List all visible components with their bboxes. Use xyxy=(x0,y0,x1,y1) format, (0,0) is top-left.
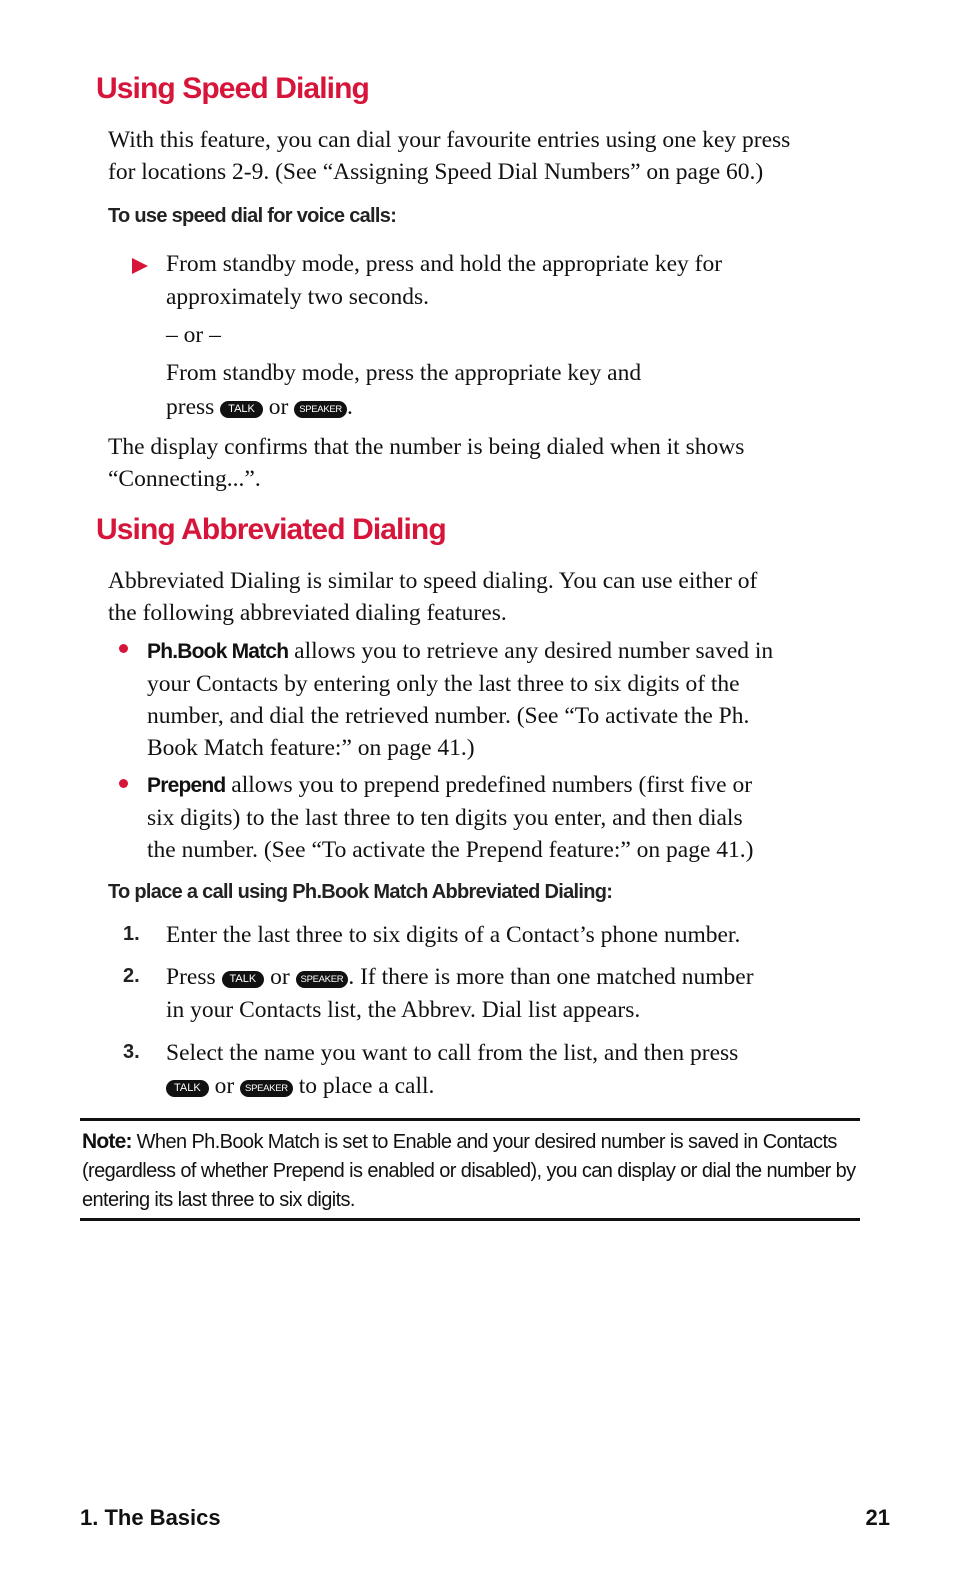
confirm-text xyxy=(108,431,744,495)
step-line: approximately two seconds. xyxy=(166,284,430,310)
speed-dial-step xyxy=(166,248,722,314)
or-word: or xyxy=(214,1073,235,1099)
step-line: From standby mode, press and hold the appropriate key for xyxy=(166,251,723,277)
or-word: or xyxy=(268,394,289,420)
speaker-key-icon: SPEAKER xyxy=(296,971,349,988)
bullet-line: allows you to prepend predefined numbers (first five or xyxy=(231,772,753,798)
step-number: 1. xyxy=(123,923,140,945)
bullet-prepend xyxy=(147,769,754,866)
bullet-line: Book Match feature:” on page 41.) xyxy=(147,735,475,761)
note-label: Note: xyxy=(82,1130,132,1153)
intro-line: Abbreviated Dialing is similar to speed dialing. You can use either of xyxy=(108,568,758,594)
bullet-icon xyxy=(119,779,128,788)
abbrev-intro xyxy=(108,565,757,629)
section-heading-speed-dialing: Using Speed Dialing xyxy=(96,72,369,105)
or-separator: – or – xyxy=(166,322,221,348)
speaker-key-icon: SPEAKER xyxy=(240,1080,293,1097)
bullet-term: Ph.Book Match xyxy=(147,640,289,663)
speaker-key-icon: SPEAKER xyxy=(294,401,347,418)
step-text: in your Contacts list, the Abbrev. Dial list appears. xyxy=(166,997,641,1023)
bullet-phbook-match xyxy=(147,635,773,764)
note-top-rule xyxy=(80,1118,860,1121)
bullet-line: the number. (See “To activate the Prepend feature:” on page 41.) xyxy=(147,837,754,863)
section-heading-abbreviated-dialing: Using Abbreviated Dialing xyxy=(96,513,446,546)
intro-line: the following abbreviated dialing features. xyxy=(108,600,507,626)
bullet-term: Prepend xyxy=(147,774,226,797)
talk-key-icon: TALK xyxy=(166,1080,209,1097)
step-text: . If there is more than one matched number xyxy=(348,964,754,990)
step-number: 3. xyxy=(123,1041,140,1063)
abbrev-step-1: Enter the last three to six digits of a Contact’s phone number. xyxy=(166,922,741,948)
alt-line: From standby mode, press the appropriate key and xyxy=(166,360,642,386)
talk-key-icon: TALK xyxy=(220,401,263,418)
step-number: 2. xyxy=(123,965,140,987)
intro-line: With this feature, you can dial your favourite entries using one key press xyxy=(108,127,791,153)
abbrev-step-2 xyxy=(166,961,754,1027)
talk-key-icon: TALK xyxy=(222,971,265,988)
arrow-bullet-icon xyxy=(132,258,148,274)
step-text: to place a call. xyxy=(298,1073,435,1099)
note-text: When Ph.Book Match is set to Enable and your desired number is saved in Contacts (regardless of whether Prepend is enabled or disabled), you can display or dial the number by entering its last three to six digits. xyxy=(82,1131,856,1211)
bullet-icon xyxy=(119,644,128,653)
confirm-line: “Connecting...”. xyxy=(108,466,261,492)
note-box xyxy=(82,1127,862,1215)
abbrev-step-3 xyxy=(166,1037,738,1103)
speed-dial-subheading: To use speed dial for voice calls: xyxy=(108,205,397,227)
footer-section-title: 1. The Basics xyxy=(80,1505,221,1530)
period: . xyxy=(346,394,353,420)
intro-line: for locations 2-9. (See “Assigning Speed Dial Numbers” on page 60.) xyxy=(108,159,764,185)
speed-dial-intro xyxy=(108,124,790,188)
speed-dial-alt-step xyxy=(166,356,641,424)
abbrev-subheading: To place a call using Ph.Book Match Abbreviated Dialing: xyxy=(108,881,613,903)
page-number: 21 xyxy=(865,1505,890,1530)
note-bottom-rule xyxy=(80,1218,860,1221)
bullet-line: allows you to retrieve any desired number saved in xyxy=(294,638,774,664)
bullet-line: your Contacts by entering only the last three to six digits of the xyxy=(147,671,740,697)
press-word: Press xyxy=(166,964,216,990)
or-word: or xyxy=(270,964,290,990)
step-text: Select the name you want to call from the list, and then press xyxy=(166,1040,739,1066)
confirm-line: The display confirms that the number is being dialed when it shows xyxy=(108,434,745,460)
bullet-line: six digits) to the last three to ten digits you enter, and then dials xyxy=(147,805,743,831)
bullet-line: number, and dial the retrieved number. (See “To activate the Ph. xyxy=(147,703,750,729)
press-word: press xyxy=(166,394,215,420)
